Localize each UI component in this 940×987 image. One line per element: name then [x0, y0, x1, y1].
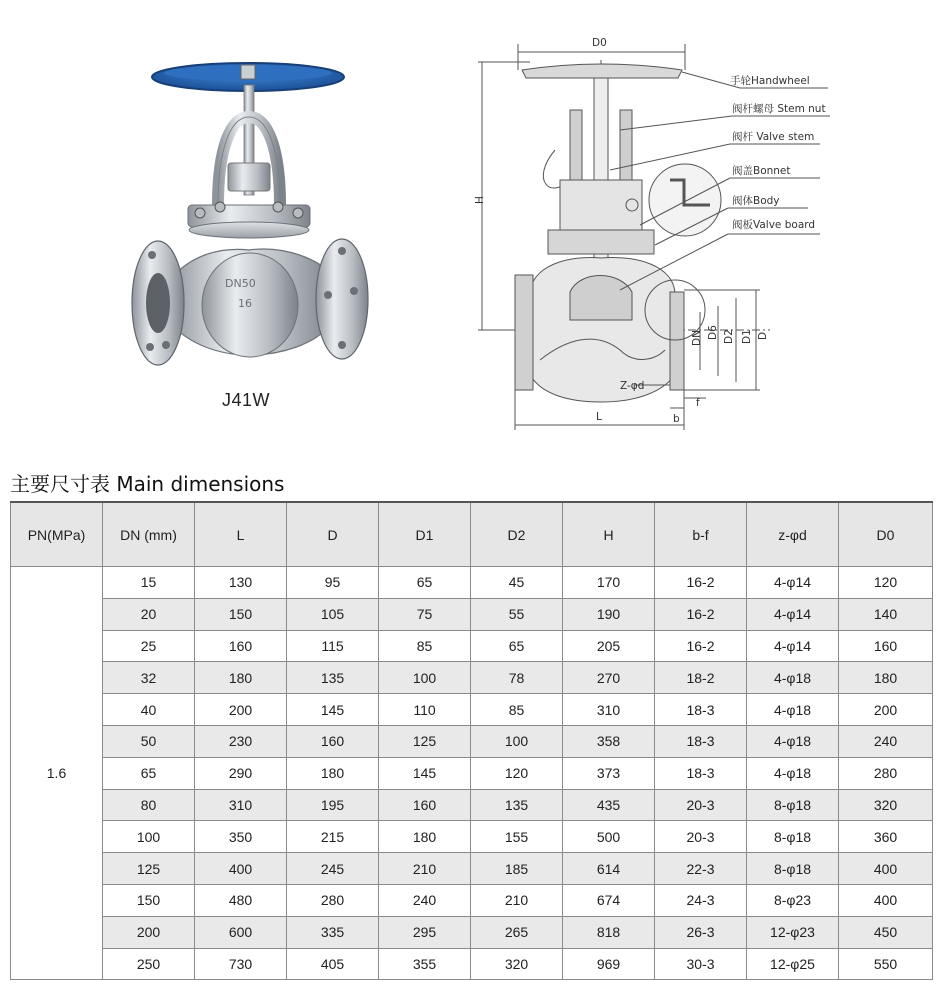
table-cell: 115 [287, 630, 379, 662]
table-cell: 290 [195, 757, 287, 789]
table-cell: 240 [839, 725, 933, 757]
table-cell: 18-2 [655, 662, 747, 694]
body-marking-dn: DN50 [225, 277, 256, 290]
table-row [11, 948, 933, 980]
header-d: D [287, 502, 379, 567]
table-cell: 280 [839, 757, 933, 789]
table-cell: 50 [103, 725, 195, 757]
table-cell: 320 [471, 948, 563, 980]
table-cell: 18-3 [655, 694, 747, 726]
table-cell: 674 [563, 884, 655, 916]
table-cell: 18-3 [655, 757, 747, 789]
table-cell: 8-φ18 [747, 821, 839, 853]
header-l: L [195, 502, 287, 567]
table-cell: 26-3 [655, 916, 747, 948]
dim-label-l: L [596, 411, 602, 423]
table-cell: 295 [379, 916, 471, 948]
table-cell: 32 [103, 662, 195, 694]
table-cell: 600 [195, 916, 287, 948]
table-cell: 160 [379, 789, 471, 821]
part-label-stem-nut: 阀杆螺母 Stem nut [732, 103, 826, 115]
table-cell: 100 [471, 725, 563, 757]
table-cell: 4-φ14 [747, 630, 839, 662]
table-cell: 65 [471, 630, 563, 662]
dim-label-dn: DN [691, 330, 703, 346]
table-row [11, 916, 933, 948]
table-cell: 65 [103, 757, 195, 789]
body-marking-pn: 16 [238, 297, 252, 310]
table-cell: 65 [379, 567, 471, 599]
table-cell: 320 [839, 789, 933, 821]
header-h: H [563, 502, 655, 567]
table-cell: 145 [379, 757, 471, 789]
table-cell: 358 [563, 725, 655, 757]
table-row [11, 789, 933, 821]
dim-label-z-phi-d: Z-φd [620, 380, 645, 392]
header-d0: D0 [839, 502, 933, 567]
table-row [11, 884, 933, 916]
table-cell: 135 [471, 789, 563, 821]
table-cell: 16-2 [655, 630, 747, 662]
table-cell: 95 [287, 567, 379, 599]
table-cell: 200 [839, 694, 933, 726]
table-cell: 145 [287, 694, 379, 726]
table-cell: 360 [839, 821, 933, 853]
pn-cell: 1.6 [11, 567, 103, 980]
table-header-row [11, 502, 933, 567]
table-cell: 125 [379, 725, 471, 757]
section-title: 主要尺寸表 Main dimensions [10, 472, 285, 496]
table-cell: 355 [379, 948, 471, 980]
table-cell: 250 [103, 948, 195, 980]
table-cell: 120 [839, 567, 933, 599]
table-cell: 55 [471, 598, 563, 630]
dim-label-d: D [757, 331, 769, 340]
table-cell: 20-3 [655, 821, 747, 853]
table-row [11, 567, 933, 599]
table-cell: 8-φ18 [747, 853, 839, 885]
table-cell: 125 [103, 853, 195, 885]
table-cell: 24-3 [655, 884, 747, 916]
part-label-valve-stem: 阀杆 Valve stem [732, 131, 815, 143]
table-cell: 240 [379, 884, 471, 916]
table-cell: 8-φ23 [747, 884, 839, 916]
dim-label-f: f [696, 397, 700, 409]
table-cell: 140 [839, 598, 933, 630]
valve-cross-section-drawing [470, 30, 910, 440]
table-cell: 405 [287, 948, 379, 980]
table-cell: 155 [471, 821, 563, 853]
table-cell: 400 [839, 853, 933, 885]
table-cell: 110 [379, 694, 471, 726]
header-z-phi-d: z-φd [747, 502, 839, 567]
table-cell: 20-3 [655, 789, 747, 821]
table-cell: 25 [103, 630, 195, 662]
table-cell: 230 [195, 725, 287, 757]
table-cell: 100 [103, 821, 195, 853]
table-cell: 15 [103, 567, 195, 599]
table-cell: 373 [563, 757, 655, 789]
model-caption: J41W [222, 390, 271, 410]
table-cell: 200 [195, 694, 287, 726]
table-row [11, 821, 933, 853]
table-cell: 210 [471, 884, 563, 916]
table-cell: 78 [471, 662, 563, 694]
table-row [11, 694, 933, 726]
valve-photo [120, 55, 380, 395]
table-cell: 180 [287, 757, 379, 789]
dim-label-d1: D1 [741, 329, 753, 344]
dim-label-d6: D6 [707, 325, 719, 340]
main-dimensions-table [10, 501, 933, 980]
table-cell: 185 [471, 853, 563, 885]
table-cell: 150 [195, 598, 287, 630]
table-cell: 12-φ25 [747, 948, 839, 980]
table-cell: 40 [103, 694, 195, 726]
table-cell: 500 [563, 821, 655, 853]
table-cell: 400 [839, 884, 933, 916]
table-cell: 8-φ18 [747, 789, 839, 821]
table-cell: 105 [287, 598, 379, 630]
table-cell: 400 [195, 853, 287, 885]
table-cell: 818 [563, 916, 655, 948]
table-cell: 170 [563, 567, 655, 599]
table-cell: 75 [379, 598, 471, 630]
table-cell: 160 [195, 630, 287, 662]
table-cell: 180 [839, 662, 933, 694]
table-cell: 265 [471, 916, 563, 948]
dim-label-d2: D2 [723, 329, 735, 344]
table-cell: 150 [103, 884, 195, 916]
table-cell: 4-φ18 [747, 662, 839, 694]
table-cell: 270 [563, 662, 655, 694]
table-cell: 550 [839, 948, 933, 980]
table-cell: 160 [287, 725, 379, 757]
header-d1: D1 [379, 502, 471, 567]
dim-label-h: H [474, 196, 486, 204]
table-row [11, 662, 933, 694]
table-cell: 135 [287, 662, 379, 694]
table-row [11, 630, 933, 662]
table-row [11, 598, 933, 630]
table-cell: 480 [195, 884, 287, 916]
table-cell: 195 [287, 789, 379, 821]
table-cell: 210 [379, 853, 471, 885]
table-cell: 205 [563, 630, 655, 662]
table-cell: 100 [379, 662, 471, 694]
table-cell: 85 [471, 694, 563, 726]
table-cell: 180 [379, 821, 471, 853]
table-cell: 4-φ18 [747, 725, 839, 757]
table-cell: 215 [287, 821, 379, 853]
table-cell: 310 [563, 694, 655, 726]
header-pn: PN(MPa) [11, 502, 103, 567]
table-cell: 18-3 [655, 725, 747, 757]
table-cell: 245 [287, 853, 379, 885]
table-cell: 614 [563, 853, 655, 885]
table-cell: 12-φ23 [747, 916, 839, 948]
table-cell: 16-2 [655, 598, 747, 630]
table-cell: 120 [471, 757, 563, 789]
table-cell: 280 [287, 884, 379, 916]
table-row [11, 725, 933, 757]
part-label-handwheel: 手轮Handwheel [730, 75, 810, 87]
table-cell: 80 [103, 789, 195, 821]
part-label-valve-board: 阀板Valve board [732, 219, 816, 231]
table-cell: 435 [563, 789, 655, 821]
part-label-bonnet: 阀盖Bonnet [732, 165, 791, 177]
table-cell: 180 [195, 662, 287, 694]
table-cell: 30-3 [655, 948, 747, 980]
dim-label-b: b [673, 413, 680, 425]
table-row [11, 853, 933, 885]
table-cell: 450 [839, 916, 933, 948]
table-cell: 4-φ14 [747, 598, 839, 630]
table-cell: 200 [103, 916, 195, 948]
table-cell: 350 [195, 821, 287, 853]
table-cell: 160 [839, 630, 933, 662]
part-label-body: 阀体Body [732, 195, 780, 207]
table-cell: 45 [471, 567, 563, 599]
header-dn: DN (mm) [103, 502, 195, 567]
table-cell: 85 [379, 630, 471, 662]
header-b-f: b-f [655, 502, 747, 567]
table-cell: 190 [563, 598, 655, 630]
table-cell: 16-2 [655, 567, 747, 599]
table-cell: 4-φ14 [747, 567, 839, 599]
table-cell: 310 [195, 789, 287, 821]
table-cell: 969 [563, 948, 655, 980]
table-cell: 4-φ18 [747, 694, 839, 726]
table-cell: 130 [195, 567, 287, 599]
table-cell: 20 [103, 598, 195, 630]
dim-label-d0: D0 [592, 37, 607, 49]
table-cell: 335 [287, 916, 379, 948]
table-cell: 730 [195, 948, 287, 980]
table-cell: 22-3 [655, 853, 747, 885]
table-cell: 4-φ18 [747, 757, 839, 789]
table-row [11, 757, 933, 789]
header-d2: D2 [471, 502, 563, 567]
